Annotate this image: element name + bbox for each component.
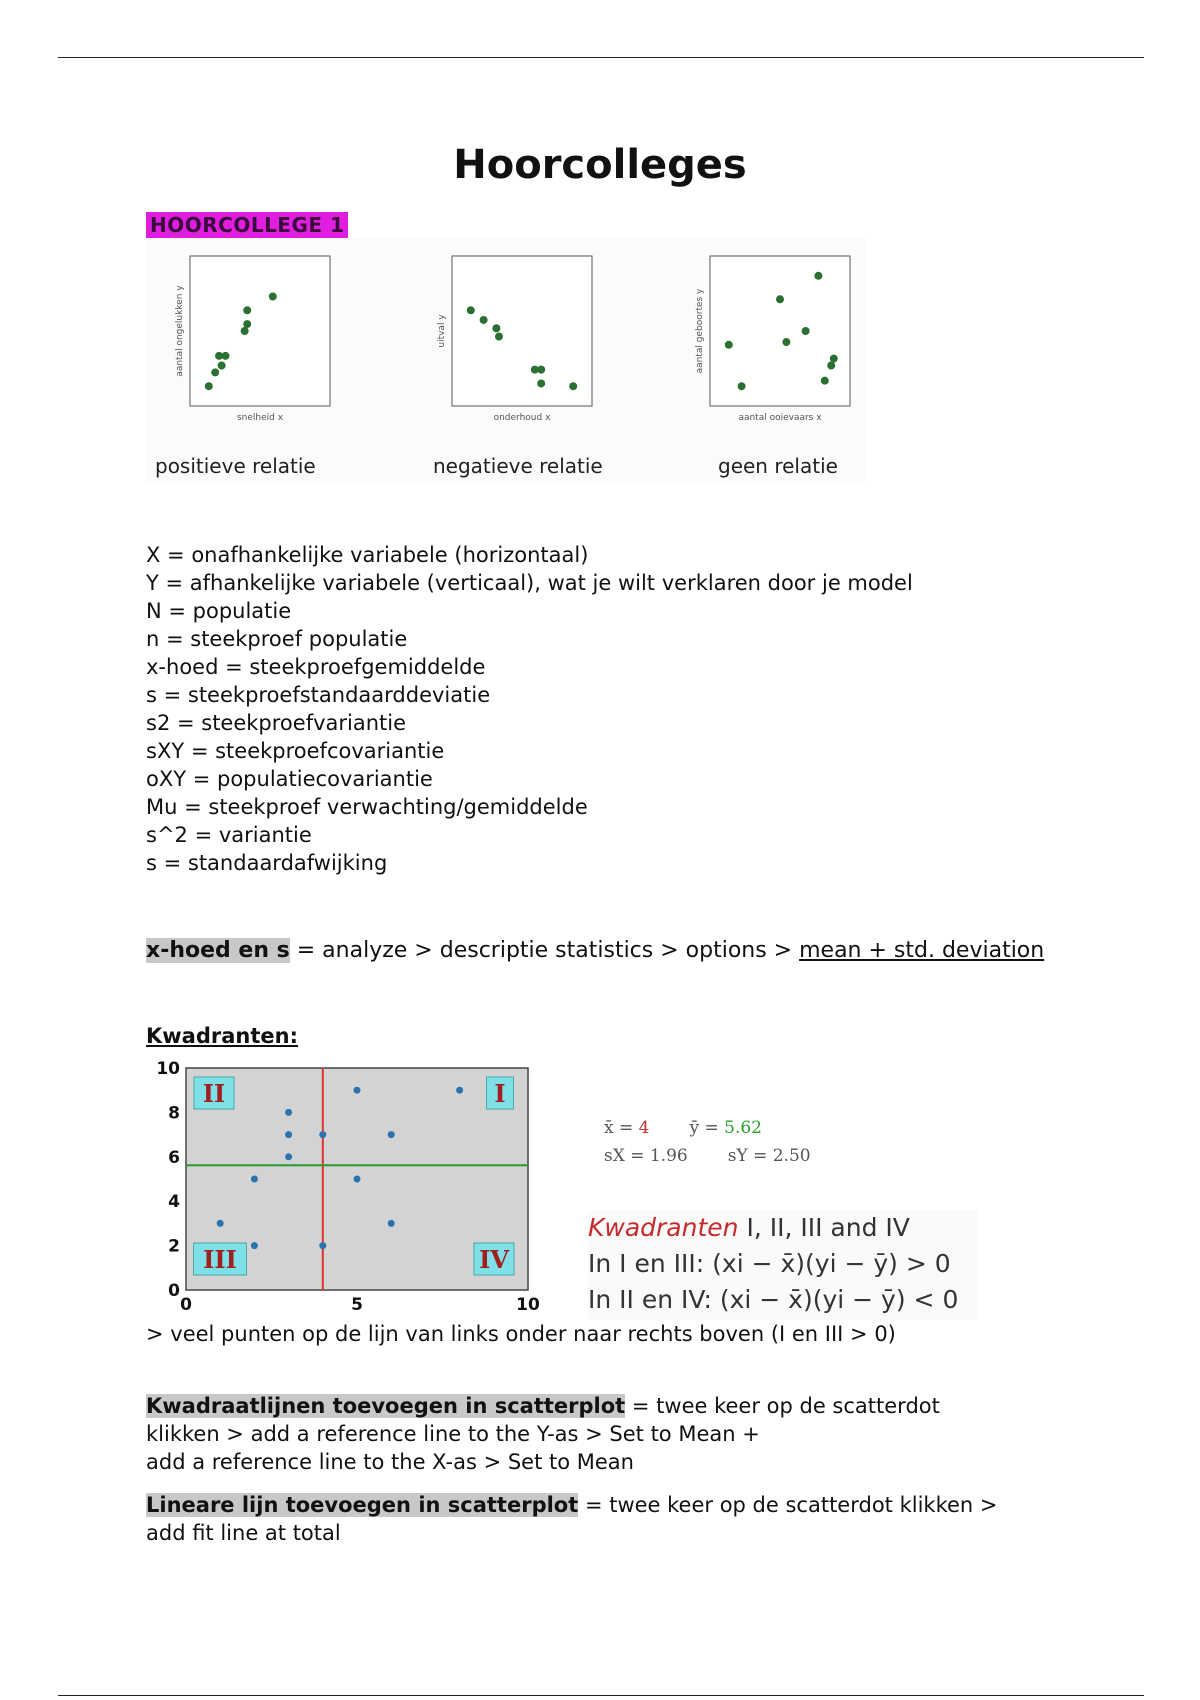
relation-figure <box>146 238 866 483</box>
data-point <box>821 377 829 385</box>
p2-highlight: Lineare lijn toevoegen in scatterplot <box>146 1493 579 1517</box>
y-axis-label: aantal geboortes y <box>695 288 705 374</box>
x-tick-label: 0 <box>180 1295 192 1315</box>
kwadranten-title-rest: I, II, III and IV <box>738 1213 910 1242</box>
p1-rest-3: add a reference line to the X-as > Set to Mean <box>146 1450 634 1474</box>
data-point <box>211 368 219 376</box>
quadrant-label: IV <box>479 1245 509 1274</box>
data-point <box>217 1220 224 1227</box>
definition-item: n = steekproef populatie <box>146 627 408 651</box>
x-axis-label: onderhoud x <box>493 413 551 423</box>
data-point <box>827 362 835 370</box>
data-point <box>251 1176 258 1183</box>
paragraph-lineare-lijn <box>146 1491 1066 1547</box>
definition-item: s = steekproefstandaarddeviatie <box>146 683 491 707</box>
data-point <box>467 306 475 314</box>
x-tick-label: 5 <box>351 1295 363 1315</box>
no-relation-label: geen relatie <box>718 454 838 478</box>
data-point <box>205 382 213 390</box>
data-point <box>725 341 733 349</box>
y-tick-label: 10 <box>156 1060 180 1079</box>
quadrant-scatter-chart <box>146 1060 546 1320</box>
data-point <box>243 306 251 314</box>
kwadranten-line-2: In II en IV: (xi − x̄)(yi − ȳ) < 0 <box>588 1285 959 1314</box>
data-point <box>319 1131 326 1138</box>
plot-frame <box>710 256 850 406</box>
data-point <box>738 382 746 390</box>
spss-underlined: mean + std. deviation <box>799 938 1045 963</box>
definition-item: s^2 = variantie <box>146 823 312 847</box>
y-tick-label: 4 <box>168 1192 180 1213</box>
data-point <box>218 362 226 370</box>
top-rule <box>58 57 1144 58</box>
bottom-rule <box>58 1695 1144 1696</box>
p1-rest-1: = twee keer op de scatterdot <box>625 1394 940 1418</box>
negative-relation-plot <box>408 238 608 438</box>
definition-item: s = standaardafwijking <box>146 851 388 875</box>
paragraph-kwadraatlijnen <box>146 1392 1066 1476</box>
data-point <box>354 1087 361 1094</box>
definition-item: sXY = steekproefcovariantie <box>146 739 445 763</box>
data-point <box>537 366 545 374</box>
data-point <box>537 379 545 387</box>
ybar-value: 5.62 <box>724 1118 762 1138</box>
data-point <box>285 1131 292 1138</box>
data-point <box>495 333 503 341</box>
data-point <box>830 355 838 363</box>
data-point <box>243 320 251 328</box>
definition-item: x-hoed = steekproefgemiddelde <box>146 655 486 679</box>
p2-rest-2: add fit line at total <box>146 1521 341 1545</box>
quadrant-label: II <box>202 1079 226 1108</box>
y-tick-label: 2 <box>168 1236 180 1257</box>
stats-block <box>604 1118 811 1174</box>
spss-instruction <box>146 938 1044 963</box>
y-axis-label: uitval y <box>437 314 447 348</box>
negative-relation-label: negatieve relatie <box>433 454 603 478</box>
p1-highlight: Kwadraatlijnen toevoegen in scatterplot <box>146 1394 626 1418</box>
y-tick-label: 6 <box>168 1147 180 1168</box>
p1-rest-2: klikken > add a reference line to the Y-as > Set to Mean + <box>146 1422 760 1446</box>
data-point <box>492 324 500 332</box>
kwadranten-red-title: Kwadranten <box>588 1213 739 1242</box>
sy-value: sY = 2.50 <box>727 1146 811 1166</box>
x-axis-label: aantal ooievaars x <box>738 413 822 423</box>
data-point <box>319 1242 326 1249</box>
xbar-value: 4 <box>638 1118 650 1138</box>
y-tick-label: 0 <box>168 1281 180 1301</box>
data-point <box>241 327 249 335</box>
data-point <box>221 352 229 360</box>
no-relation-plot <box>666 238 866 438</box>
definition-item: Y = afhankelijke variabele (verticaal), wat je wilt verklaren door je model <box>146 571 913 595</box>
positive-relation-label: positieve relatie <box>155 454 316 478</box>
kwadranten-line-1: In I en III: (xi − x̄)(yi − ȳ) > 0 <box>588 1249 951 1278</box>
definition-item: Mu = steekproef verwachting/gemiddelde <box>146 795 588 819</box>
section-label: HOORCOLLEGE 1 <box>146 212 348 238</box>
data-point <box>388 1220 395 1227</box>
data-point <box>569 382 577 390</box>
kwadranten-note: > veel punten op de lijn van links onder naar rechts boven (I en III > 0) <box>146 1322 896 1346</box>
definition-item: oXY = populatiecovariantie <box>146 767 433 791</box>
positive-relation-plot <box>146 238 346 438</box>
data-point <box>285 1153 292 1160</box>
ybar-label: ȳ = <box>689 1118 725 1138</box>
data-point <box>269 293 277 301</box>
quadrant-label: III <box>203 1245 237 1274</box>
xbar-label: x̄ = <box>604 1118 639 1138</box>
data-point <box>285 1109 292 1116</box>
data-point <box>388 1131 395 1138</box>
data-point <box>814 272 822 280</box>
definition-item: X = onafhankelijke variabele (horizontaal) <box>146 543 589 567</box>
quadrant-label: I <box>494 1079 506 1108</box>
data-point <box>251 1242 258 1249</box>
kwadranten-explanation <box>588 1210 978 1320</box>
x-tick-label: 10 <box>516 1295 540 1315</box>
data-point <box>802 327 810 335</box>
kwadranten-title: Kwadranten: <box>146 1024 298 1048</box>
data-point <box>480 316 488 324</box>
spss-path: = analyze > descriptie statistics > options > <box>289 938 800 963</box>
data-point <box>782 338 790 346</box>
definitions-list <box>146 541 913 877</box>
y-tick-label: 8 <box>168 1103 180 1124</box>
y-axis-label: aantal ongelukken y <box>175 285 185 377</box>
p2-rest-1: = twee keer op de scatterdot klikken > <box>578 1493 998 1517</box>
spss-highlight: x-hoed en s <box>146 938 290 963</box>
x-axis-label: snelheid x <box>236 413 284 423</box>
definition-item: N = populatie <box>146 599 292 623</box>
data-point <box>776 295 784 303</box>
data-point <box>354 1176 361 1183</box>
page-title: Hoorcolleges <box>453 142 747 188</box>
definition-item: s2 = steekproefvariantie <box>146 711 407 735</box>
sx-value: sX = 1.96 <box>604 1146 688 1166</box>
data-point <box>456 1087 463 1094</box>
